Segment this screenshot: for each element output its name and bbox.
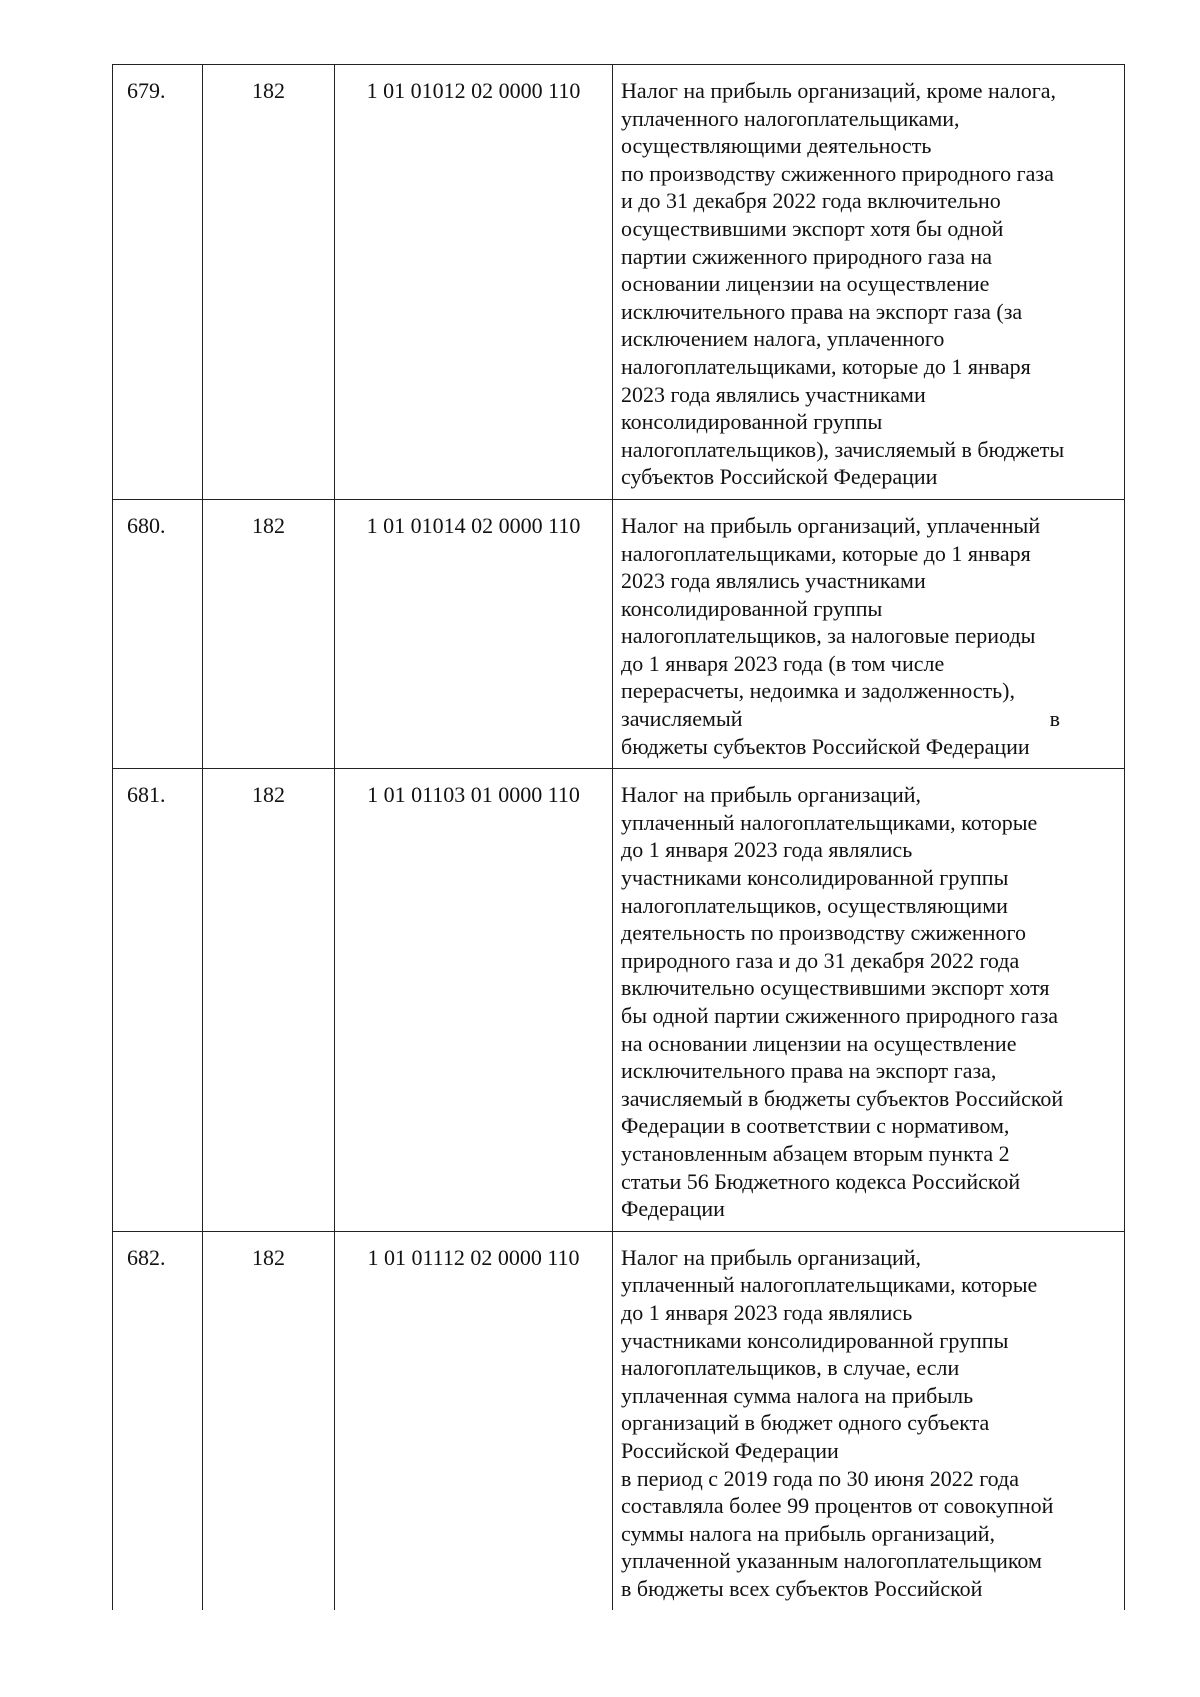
administrator-code: 182 xyxy=(202,769,334,1231)
table-row xyxy=(112,500,1125,769)
description-line: по производству сжиженного природного газа xyxy=(621,160,1054,186)
description-line: уплаченный налогоплательщиками, которые xyxy=(621,1272,1038,1298)
administrator-code: 182 xyxy=(202,65,334,499)
description-line: установленным абзацем вторым пункта 2 xyxy=(621,1140,1010,1166)
description-line: бы одной партии сжиженного природного газа xyxy=(621,1003,1059,1028)
row-number: 681. xyxy=(112,769,202,1231)
table-row xyxy=(112,769,1125,1232)
revenue-description xyxy=(612,65,1125,499)
description-line: уплаченной указанным налогоплательщиком xyxy=(621,1548,1042,1574)
budget-classification-code: 1 01 01112 02 0000 110 xyxy=(334,1232,612,1611)
description-line: участниками консолидированной группы xyxy=(621,1327,1009,1353)
description-line: уплаченный налогоплательщиками, которые xyxy=(621,809,1038,835)
table-row xyxy=(112,1232,1125,1611)
description-line: составляла более 99 процентов от совокупной xyxy=(621,1493,1054,1519)
description-word: зачисляемый xyxy=(621,706,743,732)
description-line: участниками консолидированной группы xyxy=(621,865,1009,891)
description-line: Налог на прибыль организаций, уплаченный xyxy=(621,512,1041,538)
description-line: Федерации в соответствии с нормативом, xyxy=(621,1113,1010,1139)
description-line: в бюджеты всех субъектов Российской xyxy=(621,1575,983,1601)
administrator-code: 182 xyxy=(202,1232,334,1611)
description-line: до 1 января 2023 года являлись xyxy=(621,837,913,863)
description-line: статьи 56 Бюджетного кодекса Российской xyxy=(621,1168,1021,1194)
description-line: в период с 2019 года по 30 июня 2022 года xyxy=(621,1465,1019,1491)
description-line: Российской Федерации xyxy=(621,1437,839,1463)
description-line: бюджеты субъектов Российской Федерации xyxy=(621,733,1030,759)
description-line: 2023 года являлись участниками xyxy=(621,381,926,407)
description-line: зачисляемый в бюджеты субъектов Российской xyxy=(621,1085,1064,1111)
description-line: основании лицензии на осуществление xyxy=(621,271,990,297)
description-line: консолидированной группы xyxy=(621,595,883,621)
row-number: 682. xyxy=(112,1232,202,1611)
description-line: налогоплательщиков, осуществляющими xyxy=(621,892,1008,918)
budget-classification-table xyxy=(112,64,1125,1610)
row-number: 679. xyxy=(112,65,202,499)
row-number: 680. xyxy=(112,500,202,768)
description-word: в xyxy=(1049,706,1060,732)
description-line: исключением налога, уплаченного xyxy=(621,326,945,352)
description-line: партии сжиженного природного газа на xyxy=(621,243,992,269)
budget-classification-code: 1 01 01014 02 0000 110 xyxy=(334,500,612,768)
description-line: включительно осуществившими экспорт хотя xyxy=(621,975,1050,1001)
description-line: уплаченная сумма налога на прибыль xyxy=(621,1382,974,1408)
administrator-code: 182 xyxy=(202,500,334,768)
description-line: субъектов Российской Федерации xyxy=(621,464,938,490)
description-line: на основании лицензии на осуществление xyxy=(621,1030,1017,1056)
budget-classification-code: 1 01 01103 01 0000 110 xyxy=(334,769,612,1231)
revenue-description xyxy=(612,769,1125,1231)
description-line xyxy=(621,705,1120,733)
budget-classification-code: 1 01 01012 02 0000 110 xyxy=(334,65,612,499)
description-line: Федерации xyxy=(621,1196,725,1222)
description-line: суммы налога на прибыль организаций, xyxy=(621,1520,995,1546)
description-line: Налог на прибыль организаций, кроме налога, xyxy=(621,78,1056,103)
description-line: налогоплательщиков, за налоговые периоды xyxy=(621,623,1036,649)
description-line: деятельность по производству сжиженного xyxy=(621,920,1026,946)
table-row xyxy=(112,65,1125,500)
description-line: осуществившими экспорт хотя бы одной xyxy=(621,215,1004,241)
revenue-description xyxy=(612,500,1125,768)
description-line: до 1 января 2023 года (в том числе xyxy=(621,650,945,676)
description-line: налогоплательщиками, которые до 1 января xyxy=(621,353,1031,379)
description-line: 2023 года являлись участниками xyxy=(621,568,926,594)
description-line: перерасчеты, недоимка и задолженность), xyxy=(621,678,1015,704)
description-line: уплаченного налогоплательщиками, xyxy=(621,105,960,131)
description-line: исключительного права на экспорт газа, xyxy=(621,1058,997,1084)
description-line: до 1 января 2023 года являлись xyxy=(621,1299,913,1325)
description-line: налогоплательщиков, в случае, если xyxy=(621,1355,960,1381)
revenue-description xyxy=(612,1232,1125,1611)
description-line: осуществляющими деятельность xyxy=(621,133,932,159)
description-line: исключительного права на экспорт газа (за xyxy=(621,298,1023,324)
description-line: Налог на прибыль организаций, xyxy=(621,1244,922,1270)
description-line: организаций в бюджет одного субъекта xyxy=(621,1410,990,1436)
description-line: Налог на прибыль организаций, xyxy=(621,782,922,808)
description-line: налогоплательщиков), зачисляемый в бюджеты xyxy=(621,436,1065,462)
description-line: налогоплательщиками, которые до 1 января xyxy=(621,540,1031,566)
description-line: и до 31 декабря 2022 года включительно xyxy=(621,188,1001,214)
description-line: консолидированной группы xyxy=(621,409,883,435)
description-line: природного газа и до 31 декабря 2022 года xyxy=(621,947,1020,973)
